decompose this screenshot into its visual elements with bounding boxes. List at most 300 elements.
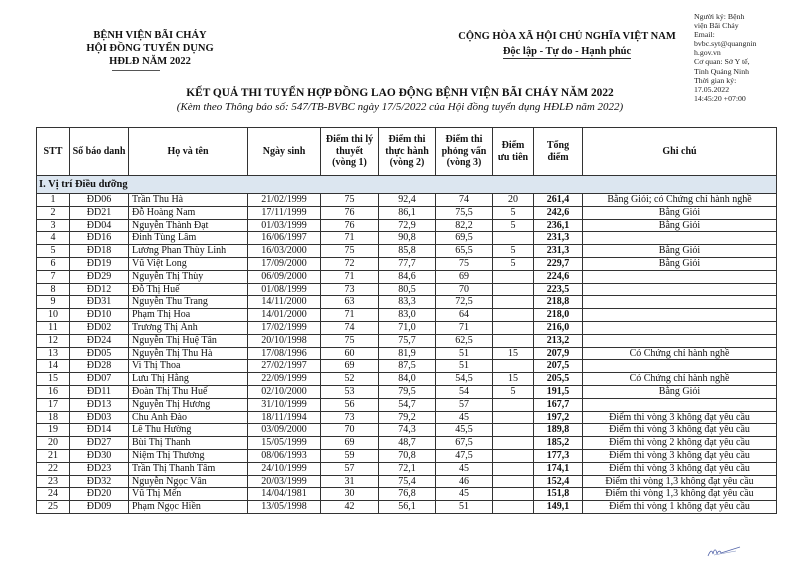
sig-line: h.gov.vn [694, 48, 721, 58]
cell-bonus: 5 [493, 206, 534, 219]
cell-stt: 12 [37, 334, 70, 347]
cell-note: Có Chứng chỉ hành nghề [583, 347, 777, 360]
cell-name: Nguyễn Thị Huệ Tân [129, 334, 248, 347]
cell-total: 218,8 [534, 296, 583, 309]
cell-total: 224,6 [534, 270, 583, 283]
cell-total: 216,0 [534, 321, 583, 334]
cell-round2: 92,4 [379, 194, 436, 207]
cell-dob: 01/08/1999 [248, 283, 321, 296]
cell-sbd: ĐD04 [70, 219, 129, 232]
cell-total: 152,4 [534, 475, 583, 488]
header-note: Ghi chú [583, 128, 777, 176]
cell-total: 242,6 [534, 206, 583, 219]
cell-round1: 57 [321, 462, 379, 475]
cell-stt: 9 [37, 296, 70, 309]
cell-sbd: ĐD20 [70, 488, 129, 501]
cell-dob: 17/11/1999 [248, 206, 321, 219]
header-bonus: Điểm ưu tiên [493, 128, 534, 176]
cell-note: Bằng Giỏi [583, 219, 777, 232]
cell-note: Bằng Giỏi [583, 245, 777, 258]
cell-total: 261,4 [534, 194, 583, 207]
results-table [36, 127, 777, 514]
cell-round2: 76,8 [379, 488, 436, 501]
cell-round2: 79,5 [379, 385, 436, 398]
cell-dob: 03/09/2000 [248, 424, 321, 437]
cell-name: Nguyễn Thị Hương [129, 398, 248, 411]
cell-note: Bằng Giỏi [583, 385, 777, 398]
cell-round3: 74 [436, 194, 493, 207]
cell-total: 191,5 [534, 385, 583, 398]
cell-sbd: ĐD14 [70, 424, 129, 437]
cell-round1: 60 [321, 347, 379, 360]
cell-round3: 54 [436, 385, 493, 398]
cell-total: 207,5 [534, 360, 583, 373]
cell-name: Đỗ Hoàng Nam [129, 206, 248, 219]
cell-note [583, 321, 777, 334]
cell-name: Lương Phan Thùy Linh [129, 245, 248, 258]
cell-round1: 30 [321, 488, 379, 501]
cell-total: 207,9 [534, 347, 583, 360]
cell-note: Điểm thi vòng 1,3 không đạt yêu cầu [583, 488, 777, 501]
cell-dob: 31/10/1999 [248, 398, 321, 411]
cell-dob: 02/10/2000 [248, 385, 321, 398]
table-row [37, 462, 777, 475]
table-row [37, 424, 777, 437]
table-row [37, 437, 777, 450]
cell-dob: 16/06/1997 [248, 232, 321, 245]
cell-sbd: ĐD21 [70, 206, 129, 219]
cell-round1: 69 [321, 437, 379, 450]
cell-note: Điểm thi vòng 3 không đạt yêu cầu [583, 462, 777, 475]
cell-round1: 72 [321, 257, 379, 270]
cell-dob: 14/04/1981 [248, 488, 321, 501]
cell-stt: 21 [37, 449, 70, 462]
cell-dob: 13/05/1998 [248, 501, 321, 514]
cell-stt: 22 [37, 462, 70, 475]
cell-dob: 20/03/1999 [248, 475, 321, 488]
cell-sbd: ĐD29 [70, 270, 129, 283]
cell-name: Chu Anh Đào [129, 411, 248, 424]
cell-round1: 63 [321, 296, 379, 309]
sig-line: Người ký: Bệnh [694, 12, 745, 21]
cell-round2: 87,5 [379, 360, 436, 373]
cell-total: 218,0 [534, 309, 583, 322]
cell-name: Đoàn Thị Thu Huế [129, 385, 248, 398]
cell-sbd: ĐD23 [70, 462, 129, 475]
cell-round1: 71 [321, 309, 379, 322]
cell-note: Bằng Giỏi; có Chứng chỉ hành nghề [583, 194, 777, 207]
section-row [37, 176, 777, 194]
cell-dob: 17/02/1999 [248, 321, 321, 334]
cell-round2: 86,1 [379, 206, 436, 219]
document-title: KẾT QUẢ THI TUYỂN HỢP ĐỒNG LAO ĐỘNG BỆNH VIỆN BÃI CHÁY NĂM 2022 [186, 87, 614, 99]
cell-round3: 46 [436, 475, 493, 488]
sig-line: viện Bãi Cháy [694, 21, 739, 31]
cell-round3: 82,2 [436, 219, 493, 232]
cell-round3: 54,5 [436, 373, 493, 386]
cell-note [583, 270, 777, 283]
table-row [37, 398, 777, 411]
cell-note [583, 398, 777, 411]
cell-bonus [493, 488, 534, 501]
cell-total: 177,3 [534, 449, 583, 462]
cell-sbd: ĐD07 [70, 373, 129, 386]
cell-bonus [493, 360, 534, 373]
sig-line: Email: [694, 30, 715, 40]
cell-round3: 51 [436, 501, 493, 514]
org-line: HỘI ĐỒNG TUYỂN DỤNG [86, 43, 214, 54]
cell-bonus [493, 424, 534, 437]
cell-stt: 17 [37, 398, 70, 411]
digital-signature-info [694, 12, 794, 103]
cell-stt: 18 [37, 411, 70, 424]
table-header-row [37, 128, 777, 176]
cell-total: 149,1 [534, 501, 583, 514]
cell-total: 185,2 [534, 437, 583, 450]
cell-round2: 70,8 [379, 449, 436, 462]
cell-bonus [493, 437, 534, 450]
handwritten-signature-icon [706, 545, 742, 559]
cell-stt: 6 [37, 257, 70, 270]
cell-bonus: 20 [493, 194, 534, 207]
sig-line: Tỉnh Quảng Ninh [694, 66, 750, 76]
cell-round2: 48,7 [379, 437, 436, 450]
cell-round2: 54,7 [379, 398, 436, 411]
cell-name: Niệm Thị Thương [129, 449, 248, 462]
cell-round1: 70 [321, 424, 379, 437]
cell-sbd: ĐD31 [70, 296, 129, 309]
cell-total: 231,3 [534, 245, 583, 258]
cell-sbd: ĐD10 [70, 309, 129, 322]
cell-sbd: ĐD32 [70, 475, 129, 488]
cell-round3: 45 [436, 462, 493, 475]
cell-round1: 56 [321, 398, 379, 411]
cell-dob: 17/09/2000 [248, 257, 321, 270]
cell-bonus [493, 283, 534, 296]
cell-round3: 62,5 [436, 334, 493, 347]
cell-stt: 7 [37, 270, 70, 283]
cell-stt: 8 [37, 283, 70, 296]
cell-round3: 69 [436, 270, 493, 283]
cell-round1: 52 [321, 373, 379, 386]
cell-round3: 64 [436, 309, 493, 322]
cell-name: Bùi Thị Thanh [129, 437, 248, 450]
cell-total: 167,7 [534, 398, 583, 411]
cell-note [583, 360, 777, 373]
cell-round3: 75 [436, 257, 493, 270]
cell-total: 197,2 [534, 411, 583, 424]
cell-round3: 67,5 [436, 437, 493, 450]
cell-round1: 42 [321, 501, 379, 514]
table-row [37, 411, 777, 424]
table-row [37, 449, 777, 462]
cell-round3: 45 [436, 488, 493, 501]
cell-name: Lê Thu Hường [129, 424, 248, 437]
cell-round3: 71 [436, 321, 493, 334]
cell-total: 205,5 [534, 373, 583, 386]
cell-stt: 25 [37, 501, 70, 514]
cell-note: Điểm thi vòng 1 không đạt yêu cầu [583, 501, 777, 514]
table-row [37, 206, 777, 219]
cell-dob: 22/09/1999 [248, 373, 321, 386]
cell-round2: 72,1 [379, 462, 436, 475]
cell-round2: 85,8 [379, 245, 436, 258]
header-round1: Điểm thi lý thuyết (vòng 1) [321, 128, 379, 176]
table-row [37, 283, 777, 296]
cell-stt: 10 [37, 309, 70, 322]
cell-round1: 69 [321, 360, 379, 373]
cell-total: 174,1 [534, 462, 583, 475]
table-row [37, 270, 777, 283]
cell-sbd: ĐD18 [70, 245, 129, 258]
cell-bonus [493, 296, 534, 309]
table-row [37, 334, 777, 347]
cell-dob: 18/11/1994 [248, 411, 321, 424]
cell-name: Nguyễn Thị Thùy [129, 270, 248, 283]
cell-bonus: 15 [493, 373, 534, 386]
cell-sbd: ĐD06 [70, 194, 129, 207]
cell-dob: 14/01/2000 [248, 309, 321, 322]
cell-name: Vi Thị Thoa [129, 360, 248, 373]
cell-name: Nguyễn Thành Đạt [129, 219, 248, 232]
cell-bonus [493, 309, 534, 322]
cell-total: 223,5 [534, 283, 583, 296]
cell-bonus [493, 398, 534, 411]
header-round3: Điểm thi phỏng vấn (vòng 3) [436, 128, 493, 176]
cell-round2: 83,0 [379, 309, 436, 322]
cell-round1: 75 [321, 334, 379, 347]
cell-stt: 16 [37, 385, 70, 398]
org-line: HĐLĐ NĂM 2022 [109, 56, 191, 67]
header-total: Tổng điểm [534, 128, 583, 176]
cell-note: Bằng Giỏi [583, 257, 777, 270]
header-sbd: Số báo danh [70, 128, 129, 176]
header-stt: STT [37, 128, 70, 176]
sig-line: Cơ quan: Sở Y tế, [694, 57, 750, 67]
table-row [37, 385, 777, 398]
cell-name: Nguyễn Thu Trang [129, 296, 248, 309]
table-row [37, 501, 777, 514]
cell-round3: 45,5 [436, 424, 493, 437]
table-row [37, 219, 777, 232]
cell-name: Trần Thị Thanh Tâm [129, 462, 248, 475]
cell-stt: 3 [37, 219, 70, 232]
cell-round1: 53 [321, 385, 379, 398]
cell-name: Phạm Ngọc Hiền [129, 501, 248, 514]
cell-name: Đinh Tùng Lâm [129, 232, 248, 245]
org-underline [112, 70, 160, 71]
cell-note [583, 232, 777, 245]
cell-round3: 45 [436, 411, 493, 424]
national-header [454, 29, 680, 59]
cell-round2: 71,0 [379, 321, 436, 334]
cell-name: Trần Thu Hà [129, 194, 248, 207]
table-row [37, 321, 777, 334]
cell-bonus [493, 501, 534, 514]
cell-stt: 11 [37, 321, 70, 334]
cell-total: 151,8 [534, 488, 583, 501]
table-row [37, 257, 777, 270]
cell-round3: 75,5 [436, 206, 493, 219]
cell-stt: 2 [37, 206, 70, 219]
cell-stt: 13 [37, 347, 70, 360]
cell-round2: 72,9 [379, 219, 436, 232]
cell-total: 189,8 [534, 424, 583, 437]
cell-stt: 20 [37, 437, 70, 450]
cell-note: Có Chứng chỉ hành nghề [583, 373, 777, 386]
cell-note [583, 309, 777, 322]
cell-bonus [493, 475, 534, 488]
cell-total: 236,1 [534, 219, 583, 232]
cell-note: Điểm thi vòng 3 không đạt yêu cầu [583, 424, 777, 437]
cell-round2: 77,7 [379, 257, 436, 270]
table-row [37, 475, 777, 488]
cell-round1: 73 [321, 283, 379, 296]
cell-round3: 65,5 [436, 245, 493, 258]
cell-round2: 74,3 [379, 424, 436, 437]
cell-stt: 1 [37, 194, 70, 207]
cell-stt: 23 [37, 475, 70, 488]
cell-name: Trương Thị Ánh [129, 321, 248, 334]
cell-dob: 16/03/2000 [248, 245, 321, 258]
cell-sbd: ĐD28 [70, 360, 129, 373]
cell-note: Bằng Giỏi [583, 206, 777, 219]
cell-dob: 08/06/1993 [248, 449, 321, 462]
cell-sbd: ĐD09 [70, 501, 129, 514]
cell-dob: 15/05/1999 [248, 437, 321, 450]
cell-round3: 47,5 [436, 449, 493, 462]
cell-dob: 27/02/1997 [248, 360, 321, 373]
cell-round2: 83,3 [379, 296, 436, 309]
cell-note: Điểm thi vòng 2 không đạt yêu cầu [583, 437, 777, 450]
cell-sbd: ĐD02 [70, 321, 129, 334]
cell-name: Lưu Thị Hằng [129, 373, 248, 386]
cell-sbd: ĐD27 [70, 437, 129, 450]
cell-sbd: ĐD30 [70, 449, 129, 462]
sig-line: 14:45:20 +07:00 [694, 93, 746, 103]
cell-dob: 01/03/1999 [248, 219, 321, 232]
cell-total: 213,2 [534, 334, 583, 347]
cell-stt: 15 [37, 373, 70, 386]
header-name: Họ và tên [129, 128, 248, 176]
cell-sbd: ĐD11 [70, 385, 129, 398]
cell-total: 231,3 [534, 232, 583, 245]
table-row [37, 360, 777, 373]
cell-name: Nguyễn Ngọc Vân [129, 475, 248, 488]
cell-bonus [493, 462, 534, 475]
cell-name: Vũ Thị Mến [129, 488, 248, 501]
cell-round1: 71 [321, 270, 379, 283]
cell-round1: 75 [321, 194, 379, 207]
cell-round3: 51 [436, 360, 493, 373]
cell-round1: 74 [321, 321, 379, 334]
cell-bonus: 15 [493, 347, 534, 360]
cell-bonus [493, 334, 534, 347]
cell-sbd: ĐD12 [70, 283, 129, 296]
document-subtitle: (Kèm theo Thông báo số: 547/TB-BVBC ngày 17/5/2022 của Hội đồng tuyển dụng HĐLĐ năm 2022) [176, 101, 624, 113]
cell-sbd: ĐD05 [70, 347, 129, 360]
table-row [37, 488, 777, 501]
cell-note [583, 334, 777, 347]
table-row [37, 232, 777, 245]
cell-bonus [493, 270, 534, 283]
cell-round1: 71 [321, 232, 379, 245]
cell-round3: 69,5 [436, 232, 493, 245]
cell-round3: 70 [436, 283, 493, 296]
cell-sbd: ĐD24 [70, 334, 129, 347]
cell-note [583, 296, 777, 309]
cell-bonus: 5 [493, 245, 534, 258]
cell-note: Điểm thi vòng 3 không đạt yêu cầu [583, 411, 777, 424]
cell-bonus [493, 232, 534, 245]
cell-note [583, 283, 777, 296]
table-row [37, 194, 777, 207]
cell-round1: 76 [321, 219, 379, 232]
table-row [37, 245, 777, 258]
cell-round2: 84,0 [379, 373, 436, 386]
cell-round2: 56,1 [379, 501, 436, 514]
sig-line: bvbc.syt@quangnin [694, 39, 757, 49]
cell-note: Điểm thi vòng 1,3 không đạt yêu cầu [583, 475, 777, 488]
cell-sbd: ĐD19 [70, 257, 129, 270]
table-row [37, 296, 777, 309]
cell-note: Điểm thi vòng 3 không đạt yêu cầu [583, 449, 777, 462]
cell-round1: 73 [321, 411, 379, 424]
cell-bonus [493, 321, 534, 334]
table-row [37, 347, 777, 360]
cell-round2: 75,7 [379, 334, 436, 347]
sig-line: 17.05.2022 [694, 84, 730, 94]
cell-round1: 31 [321, 475, 379, 488]
cell-round3: 51 [436, 347, 493, 360]
cell-round2: 79,2 [379, 411, 436, 424]
org-line: BỆNH VIỆN BÃI CHÁY [93, 30, 207, 41]
cell-dob: 24/10/1999 [248, 462, 321, 475]
cell-name: Phạm Thị Hoa [129, 309, 248, 322]
cell-bonus: 5 [493, 219, 534, 232]
cell-round2: 84,6 [379, 270, 436, 283]
cell-dob: 20/10/1998 [248, 334, 321, 347]
header-round2: Điểm thi thực hành (vòng 2) [379, 128, 436, 176]
cell-round2: 75,4 [379, 475, 436, 488]
cell-round2: 90,8 [379, 232, 436, 245]
cell-bonus: 5 [493, 385, 534, 398]
cell-stt: 19 [37, 424, 70, 437]
cell-stt: 24 [37, 488, 70, 501]
nation-motto: Độc lập - Tự do - Hạnh phúc [502, 46, 632, 57]
cell-dob: 17/08/1996 [248, 347, 321, 360]
organization-header [60, 29, 240, 68]
cell-bonus: 5 [493, 257, 534, 270]
cell-round2: 80,5 [379, 283, 436, 296]
cell-round1: 75 [321, 245, 379, 258]
cell-name: Vũ Việt Long [129, 257, 248, 270]
cell-stt: 5 [37, 245, 70, 258]
cell-sbd: ĐD13 [70, 398, 129, 411]
sig-line: Thời gian ký: [694, 75, 737, 85]
cell-dob: 06/09/2000 [248, 270, 321, 283]
cell-dob: 21/02/1999 [248, 194, 321, 207]
cell-dob: 14/11/2000 [248, 296, 321, 309]
cell-round3: 72,5 [436, 296, 493, 309]
cell-bonus [493, 449, 534, 462]
table-row [37, 309, 777, 322]
cell-stt: 14 [37, 360, 70, 373]
section-title: I. Vị trí Điều dưỡng [37, 176, 777, 194]
cell-sbd: ĐD03 [70, 411, 129, 424]
cell-stt: 4 [37, 232, 70, 245]
cell-sbd: ĐD16 [70, 232, 129, 245]
